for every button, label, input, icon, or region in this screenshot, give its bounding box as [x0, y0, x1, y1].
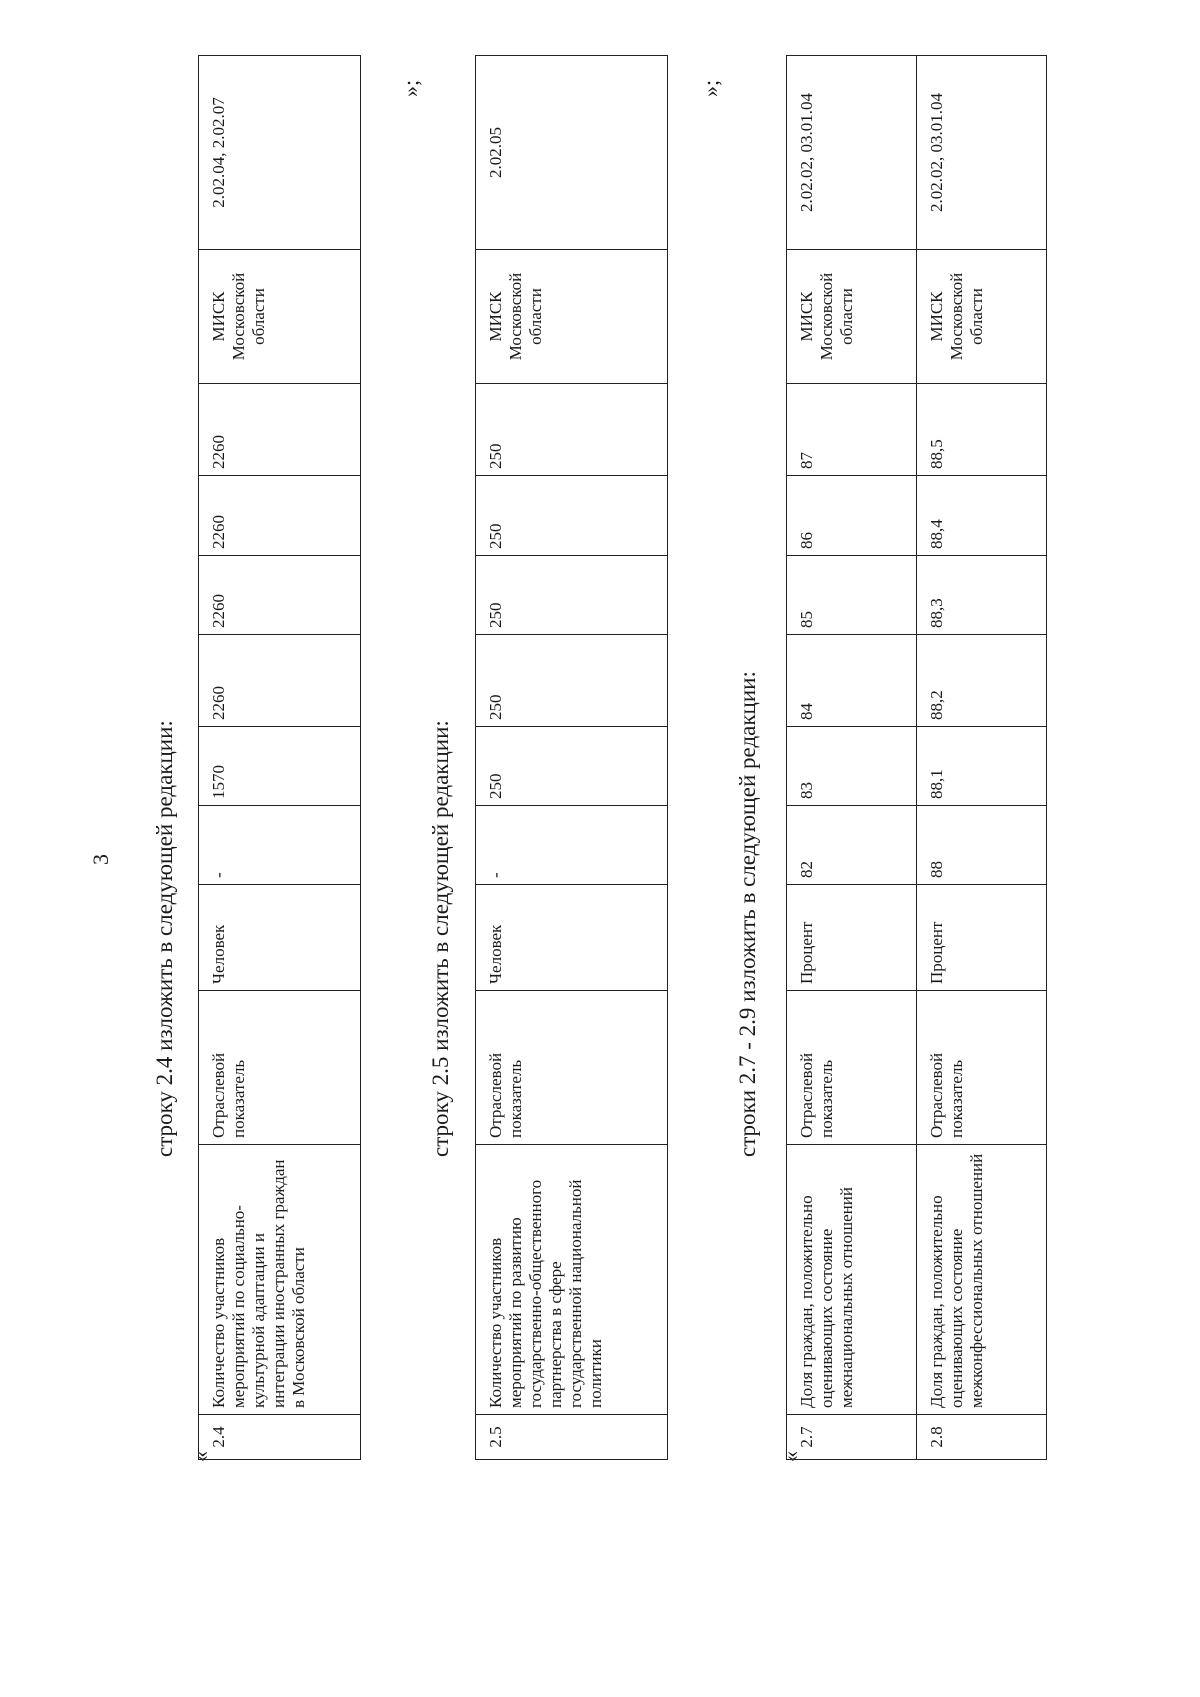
year-1-value: 83: [787, 727, 917, 806]
indicator-type: Отраслевой показатель: [787, 991, 917, 1145]
unit: Процент: [787, 885, 917, 991]
responsible-body: МИСК Московской области: [917, 250, 1047, 384]
table-row: [917, 56, 1047, 1460]
instruction-text: строки 2.7 - 2.9 изложить в следующей редакции:: [735, 671, 760, 1157]
indicator-name: Количество участников мероприятий по социально-культурной адаптации и интеграции иностранных граждан в Московской области: [199, 1145, 361, 1415]
indicator-table: [198, 55, 361, 1460]
indicator-name: Доля граждан, положительно оценивающих состояние межнациональных отношений: [787, 1145, 917, 1415]
row-number: 2.8: [917, 1415, 1047, 1460]
year-3-value: 250: [476, 556, 668, 635]
year-5-value: 2260: [199, 384, 361, 476]
unit: Процент: [917, 885, 1047, 991]
unit: Человек: [476, 885, 668, 991]
open-quote: «: [188, 1451, 213, 1462]
year-5-value: 87: [787, 384, 917, 476]
table-row: [476, 56, 668, 1460]
year-2-value: 84: [787, 635, 917, 727]
base-value: -: [199, 806, 361, 885]
open-quote: «: [778, 1451, 803, 1462]
year-3-value: 85: [787, 556, 917, 635]
close-quote: »;: [398, 79, 423, 97]
row-number: 2.7: [787, 1415, 917, 1460]
year-4-value: 250: [476, 476, 668, 556]
responsible-body: МИСК Московской области: [199, 250, 361, 384]
year-5-value: 88,5: [917, 384, 1047, 476]
responsible-body: МИСК Московской области: [476, 250, 668, 384]
year-4-value: 88,4: [917, 476, 1047, 556]
event-codes: 2.02.02, 03.01.04: [917, 56, 1047, 250]
year-1-value: 250: [476, 727, 668, 806]
base-value: -: [476, 806, 668, 885]
year-3-value: 88,3: [917, 556, 1047, 635]
year-4-value: 86: [787, 476, 917, 556]
instruction-text: строку 2.4 изложить в следующей редакции:: [152, 720, 177, 1157]
base-value: 88: [917, 806, 1047, 885]
event-codes: 2.02.04, 2.02.07: [199, 56, 361, 250]
year-1-value: 1570: [199, 727, 361, 806]
indicator-type: Отраслевой показатель: [917, 991, 1047, 1145]
table-row: [199, 56, 361, 1460]
page-number: 3: [88, 854, 113, 865]
year-2-value: 250: [476, 635, 668, 727]
year-3-value: 2260: [199, 556, 361, 635]
year-2-value: 2260: [199, 635, 361, 727]
close-quote: »;: [698, 79, 723, 97]
indicator-name: Доля граждан, положительно оценивающих состояние межконфессиональных отношений: [917, 1145, 1047, 1415]
indicator-type: Отраслевой показатель: [199, 991, 361, 1145]
year-4-value: 2260: [199, 476, 361, 556]
event-codes: 2.02.05: [476, 56, 668, 250]
table-row: [787, 56, 917, 1460]
instruction-text: строку 2.5 изложить в следующей редакции:: [428, 720, 453, 1157]
unit: Человек: [199, 885, 361, 991]
event-codes: 2.02.02, 03.01.04: [787, 56, 917, 250]
year-5-value: 250: [476, 384, 668, 476]
indicator-name: Количество участников мероприятий по развитию государственно-общественного партнерства в сфере государственной национальной политики: [476, 1145, 668, 1415]
year-2-value: 88,2: [917, 635, 1047, 727]
base-value: 82: [787, 806, 917, 885]
indicator-table: [475, 55, 668, 1460]
responsible-body: МИСК Московской области: [787, 250, 917, 384]
indicator-type: Отраслевой показатель: [476, 991, 668, 1145]
row-number: 2.4: [199, 1415, 361, 1460]
indicator-table: [786, 55, 1047, 1460]
row-number: 2.5: [476, 1415, 668, 1460]
year-1-value: 88,1: [917, 727, 1047, 806]
